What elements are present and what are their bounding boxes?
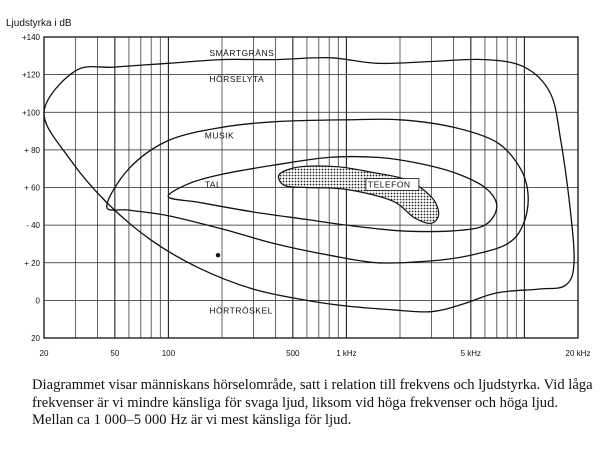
y-tick-label: - 40 <box>26 221 40 231</box>
area-telefon <box>278 166 438 223</box>
y-tick-label: 20 <box>31 334 40 343</box>
hearing-areas <box>44 58 574 312</box>
y-tick-label: 0 <box>35 296 40 306</box>
area-musik <box>107 119 529 263</box>
y-tick-label: + 60 <box>24 183 40 193</box>
figure-caption: Diagrammet visar människans hörselområde, satt i relation till frekvens och ljudstyrka. Vid låga frekvenser är vi mindre känsliga för svaga ljud, liksom vid höga frekvenser och höga ljud. Mellan ca 1 000–5 000 Hz är vi mest känsliga för ljud. <box>32 377 593 428</box>
x-tick-label: 50 <box>110 349 120 358</box>
series-label: MUSIK <box>204 130 235 141</box>
x-tick-label: 20 kHz <box>565 349 591 358</box>
annotation-marks <box>216 253 220 257</box>
x-tick-label: 100 <box>161 349 176 358</box>
x-tick-label: 5 kHz <box>460 349 482 358</box>
series-label: TELEFON <box>367 179 411 190</box>
y-tick-labels <box>22 33 41 343</box>
y-tick-label: + 20 <box>24 258 40 268</box>
region-label: HÖRTRÖSKEL <box>209 305 273 316</box>
x-tick-label: 1 kHz <box>336 349 357 358</box>
x-tick-label: 500 <box>286 349 300 358</box>
x-tick-labels <box>40 349 591 358</box>
y-tick-label: +120 <box>21 70 40 80</box>
y-tick-label: + 80 <box>24 145 40 155</box>
series-label: TAL <box>204 179 222 190</box>
region-label: SMÄRTGRÄNS <box>209 47 275 58</box>
x-tick-label: 20 <box>39 349 49 358</box>
y-tick-label: +100 <box>21 108 40 118</box>
annotation-dot <box>216 253 220 257</box>
y-tick-label: +140 <box>21 33 40 42</box>
series-label: HÖRSELYTA <box>209 74 265 85</box>
y-axis-label: Ljudstyrka i dB <box>6 18 72 29</box>
